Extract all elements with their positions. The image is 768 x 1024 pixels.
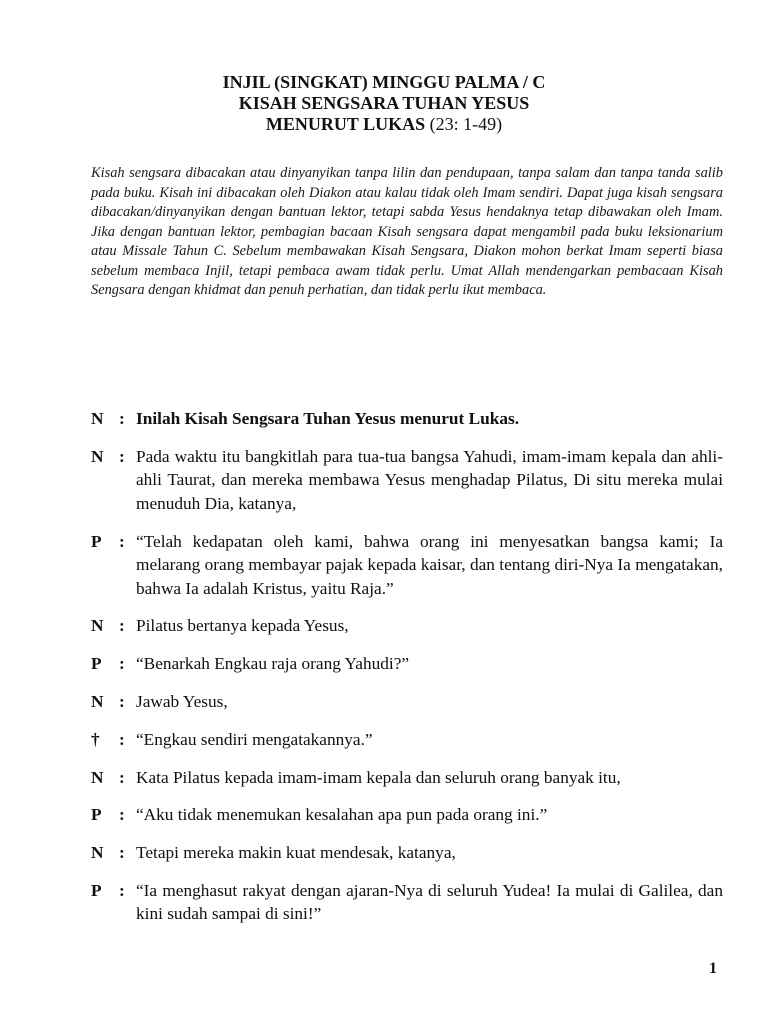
dialogue-entry (91, 445, 723, 516)
dialogue-entry (91, 407, 723, 431)
speaker-label: P (91, 531, 102, 551)
colon-separator: : (119, 616, 125, 636)
colon-separator: : (119, 691, 125, 711)
colon-separator: : (119, 729, 125, 749)
dialogue-text: “Ia menghasut rakyat dengan ajaran-Nya di seluruh Yudea! Ia mulai di Galilea, dan kini sudah sampai di sini!” (136, 880, 723, 924)
colon-separator: : (119, 843, 125, 863)
dialogue-text: “Benarkah Engkau raja orang Yahudi?” (136, 654, 410, 674)
colon-separator: : (119, 880, 125, 900)
speaker-label: N (91, 691, 104, 711)
colon-separator: : (119, 531, 125, 551)
title-line-3-main: MENURUT LUKAS (265, 114, 426, 134)
passion-dialogue (91, 407, 723, 940)
dialogue-entry (91, 728, 723, 752)
dialogue-text: “Telah kedapatan oleh kami, bahwa orang ini menyesatkan bangsa kami; Ia melarang orang membayar pajak kepada kaisar, dan tentang diri-Nya Ia mengatakan, bahwa Ia adalah Kristus, yaitu Raja.” (136, 531, 723, 598)
dialogue-entry (91, 879, 723, 926)
dialogue-entry (91, 614, 723, 638)
speaker-label: † (91, 729, 100, 749)
speaker-label: N (91, 843, 104, 863)
dialogue-text: Inilah Kisah Sengsara Tuhan Yesus menurut Lukas. (136, 409, 520, 428)
title-line-2: KISAH SENGSARA TUHAN YESUS (238, 93, 530, 113)
dialogue-text: Jawab Yesus, (136, 691, 228, 711)
speaker-label: N (91, 446, 104, 466)
dialogue-text: “Engkau sendiri mengatakannya.” (136, 729, 373, 749)
dialogue-entry (91, 803, 723, 827)
speaker-label: N (91, 767, 104, 787)
dialogue-entry (91, 766, 723, 790)
document-title (0, 72, 768, 135)
dialogue-entry (91, 652, 723, 676)
dialogue-entry (91, 690, 723, 714)
colon-separator: : (119, 446, 125, 466)
dialogue-text: Tetapi mereka makin kuat mendesak, katanya, (136, 843, 456, 863)
speaker-label: P (91, 654, 102, 674)
speaker-label: N (91, 409, 104, 428)
dialogue-text: “Aku tidak menemukan kesalahan apa pun pada orang ini.” (136, 805, 548, 825)
rubric-intro: Kisah sengsara dibacakan atau dinyanyikan tanpa lilin dan pendupaan, tanpa salam dan tanpa tanda salib pada buku. Kisah ini dibacakan oleh Diakon atau kalau tidak oleh Imam sendiri. Dapat juga kisah sengsara dibacakan/dinyanyikan dengan bantuan lektor, tetapi sabda Yesus hendaknya tetap dibawakan oleh Imam. Jika dengan bantuan lektor, pembagian bacaan Kisah sengsara dapat mengambil pada buku leksionarium atau Missale Tahun C. Sebelum membawakan Kisah Sengsara, Diakon mohon berkat Imam seperti biasa sebelum membaca Injil, tetapi pembaca awam tidak perlu. Umat Allah mendengarkan pembacaan Kisah Sengsara dengan khidmat dan penuh perhatian, dan tidak perlu ikut membaca. (91, 165, 723, 298)
speaker-label: N (91, 616, 104, 636)
dialogue-entry (91, 530, 723, 601)
title-line-3 (0, 114, 768, 135)
dialogue-text: Pilatus bertanya kepada Yesus, (136, 616, 349, 636)
title-line-1: INJIL (SINGKAT) MINGGU PALMA / C (222, 72, 546, 92)
speaker-label: P (91, 880, 102, 900)
colon-separator: : (119, 654, 125, 674)
colon-separator: : (119, 409, 125, 428)
colon-separator: : (119, 805, 125, 825)
speaker-label: P (91, 805, 102, 825)
colon-separator: : (119, 767, 125, 787)
dialogue-text: Kata Pilatus kepada imam-imam kepala dan seluruh orang banyak itu, (136, 767, 621, 787)
scripture-range: (23: 1-49) (429, 114, 503, 134)
page-number: 1 (709, 960, 717, 977)
dialogue-text: Pada waktu itu bangkitlah para tua-tua bangsa Yahudi, imam-imam kepala dan ahli-ahli Taurat, dan mereka membawa Yesus menghadap Pilatus, Di situ mereka mulai menuduh Dia, katanya, (136, 446, 723, 513)
dialogue-entry (91, 841, 723, 865)
